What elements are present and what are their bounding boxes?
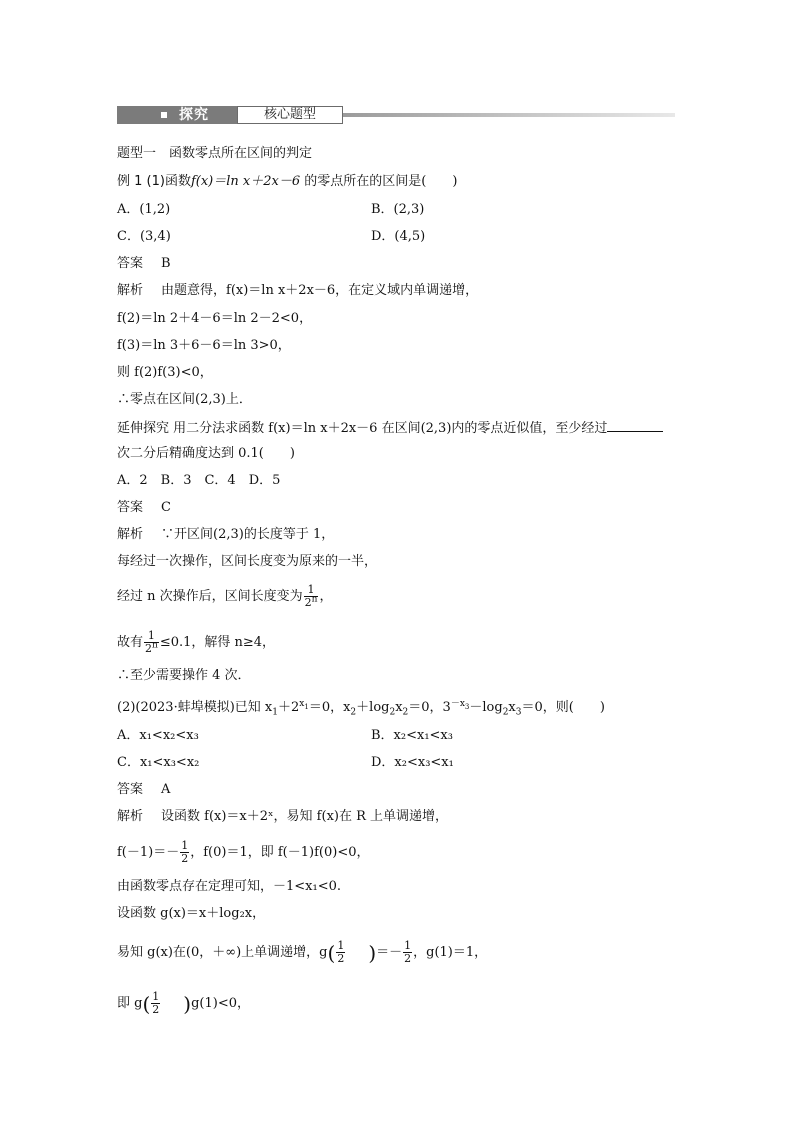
- fraction-denominator: 2: [181, 852, 189, 865]
- analysis-line: ∵开区间(2,3)的长度等于 1，: [161, 527, 335, 542]
- example-1-option-b: B．(2,3): [371, 202, 425, 217]
- example-2-option-a: A．x₁<x₂<x₃: [117, 728, 199, 743]
- analysis-text: 故有: [117, 635, 144, 650]
- analysis-text: ，g(1)＝1，: [413, 945, 488, 960]
- analysis-text: ＝－: [376, 945, 403, 960]
- fraction-numerator: 1: [152, 990, 160, 1003]
- stem-text: (2)(2023·蚌埠模拟)已知 x: [117, 700, 273, 715]
- denominator-exponent: n: [311, 594, 318, 605]
- analysis-text: ，f(0)＝1，即 f(－1)f(0)<0，: [190, 845, 370, 860]
- subscript: 2: [350, 707, 357, 718]
- answer-label: 答案: [117, 256, 144, 271]
- answer-label: 答案: [117, 782, 144, 797]
- stem-text: ＝0，x: [308, 700, 351, 715]
- extension-stem-1: [117, 419, 663, 437]
- denominator-exponent: n: [152, 640, 158, 651]
- superscript: [451, 699, 470, 709]
- example-1-option-a: A．(1,2): [117, 202, 171, 217]
- analysis-text: g(1)<0，: [191, 996, 250, 1011]
- analysis-line: 设函数 f(x)＝x＋2ˣ，易知 f(x)在 R 上单调递增，: [161, 809, 449, 824]
- example-1-analysis-3: f(3)＝ln 3＋6－6＝ln 3>0，: [117, 338, 291, 353]
- analysis-text: 经过 n 次操作后，区间长度变为: [117, 589, 303, 604]
- stem-text: ＋2: [277, 700, 300, 715]
- right-paren-icon: ): [183, 991, 192, 1016]
- example-2-analysis-4: 设函数 g(x)＝x＋log₂x，: [117, 906, 266, 921]
- stem-text: ＋log: [356, 700, 390, 715]
- extension-analysis-5: ∴至少需要操作 4 次．: [117, 668, 251, 683]
- fraction: [336, 940, 345, 965]
- section-title: 题型一 函数零点所在区间的判定: [117, 146, 313, 161]
- fraction-numerator: 1: [304, 584, 319, 597]
- fraction: [151, 991, 160, 1016]
- stem-text: －log: [469, 700, 503, 715]
- superscript: [299, 699, 309, 709]
- analysis-label: 解析: [117, 809, 144, 824]
- banner-tag-block: [117, 106, 237, 124]
- fraction-denominator: 2: [152, 1003, 160, 1016]
- example-1-fx: f(x)＝ln x＋2x－6: [190, 174, 301, 189]
- stem-text: ＝0，则( ): [521, 700, 605, 715]
- example-1-analysis-2: f(2)＝ln 2＋4－6＝ln 2－2<0，: [117, 311, 313, 326]
- example-2-option-d: D．x₂<x₃<x₁: [371, 755, 454, 770]
- fraction: [180, 840, 189, 865]
- banner-tag: 探究: [179, 107, 209, 123]
- subscript: 2: [402, 707, 409, 718]
- answer-label: 答案: [117, 500, 144, 515]
- subscript: 1: [272, 707, 278, 718]
- left-paren-icon: (: [327, 940, 336, 965]
- analysis-text: f(－1)＝－: [117, 845, 180, 860]
- superscript-base: x: [299, 698, 305, 709]
- denominator-base: 2: [145, 642, 153, 655]
- fraction-numerator: 1: [144, 630, 159, 643]
- denominator-base: 2: [304, 596, 312, 609]
- example-1-analysis-5: ∴零点在区间(2,3)上．: [117, 392, 252, 407]
- right-paren-icon: ): [368, 940, 377, 965]
- example-1-option-d: D．(4,5): [371, 229, 426, 244]
- fraction-numerator: 1: [404, 939, 412, 952]
- answer-blank: [607, 419, 663, 432]
- example-1-answer: [117, 256, 171, 272]
- analysis-text: ，: [319, 589, 333, 604]
- subscript: 3: [515, 707, 522, 718]
- analysis-text: 即 g: [117, 996, 143, 1011]
- stem-text: ＝0，3: [408, 700, 451, 715]
- analysis-label: 解析: [117, 527, 144, 542]
- analysis-line: 由题意得，f(x)＝ln x＋2x－6，在定义域内单调递增，: [161, 283, 479, 298]
- superscript-base: －x: [450, 698, 465, 709]
- extension-stem-2: 次二分后精确度达到 0.1( ): [117, 446, 295, 461]
- example-2-stem: [117, 700, 605, 716]
- extension-label: 延伸探究: [117, 421, 170, 436]
- stem-text: x: [508, 700, 516, 715]
- example-2-analysis-1: [117, 809, 448, 825]
- example-2-option-b: B．x₂<x₁<x₃: [371, 728, 453, 743]
- analysis-text: ≤0.1，解得 n≥4，: [159, 635, 276, 650]
- square-bullet-icon: [161, 112, 167, 118]
- banner-title: 核心题型: [237, 106, 343, 124]
- fraction-denominator: 2: [404, 952, 412, 965]
- example-2-analysis-2: [117, 840, 369, 865]
- fraction: [144, 630, 159, 655]
- extension-analysis-4: [117, 630, 275, 655]
- subscript: 2: [502, 707, 509, 718]
- fraction-denominator: [304, 594, 319, 609]
- example-1-analysis-4: 则 f(2)f(3)<0，: [117, 365, 213, 380]
- example-2-analysis-5: [117, 940, 487, 965]
- superscript-subscript: 1: [304, 702, 309, 711]
- subscript: 2: [389, 707, 396, 718]
- extension-answer: [117, 500, 171, 516]
- extension-text: 用二分法求函数 f(x)＝ln x＋2x－6 在区间(2,3)内的零点近似值，至少经过: [173, 421, 608, 436]
- extension-options: A．2 B．3 C．4 D．5: [117, 473, 281, 488]
- example-2-option-c: C．x₁<x₃<x₂: [117, 755, 200, 770]
- fraction-denominator: 2: [337, 952, 345, 965]
- example-1-analysis-1: [117, 283, 478, 299]
- analysis-label: 解析: [117, 283, 144, 298]
- example-1-option-c: C．(3,4): [117, 229, 171, 244]
- fraction-denominator: [144, 640, 159, 655]
- answer-value: A: [161, 782, 171, 797]
- analysis-text: 易知 g(x)在(0，＋∞)上单调递增，g: [117, 945, 328, 960]
- superscript-subscript: 3: [464, 702, 470, 711]
- example-2-answer: [117, 782, 170, 798]
- answer-value: B: [161, 256, 171, 271]
- section-banner: [117, 103, 675, 125]
- example-1-stem: [117, 174, 457, 190]
- example-2-analysis-6: [117, 991, 250, 1016]
- left-paren-icon: (: [142, 991, 151, 1016]
- answer-value: C: [161, 500, 171, 515]
- fraction: [304, 584, 319, 609]
- fraction: [403, 940, 412, 965]
- example-1-prefix: 例 1 (1)函数: [117, 174, 191, 189]
- extension-analysis-2: 每经过一次操作，区间长度变为原来的一半，: [117, 554, 378, 569]
- fraction-numerator: 1: [181, 839, 189, 852]
- fraction-numerator: 1: [337, 939, 345, 952]
- example-2-analysis-3: 由函数零点存在定理可知，－1<x₁<0.: [117, 879, 342, 894]
- stem-text: x: [395, 700, 403, 715]
- extension-analysis-1: [117, 527, 334, 543]
- example-1-suffix: 的零点所在的区间是( ): [304, 174, 458, 189]
- extension-analysis-3: [117, 584, 332, 609]
